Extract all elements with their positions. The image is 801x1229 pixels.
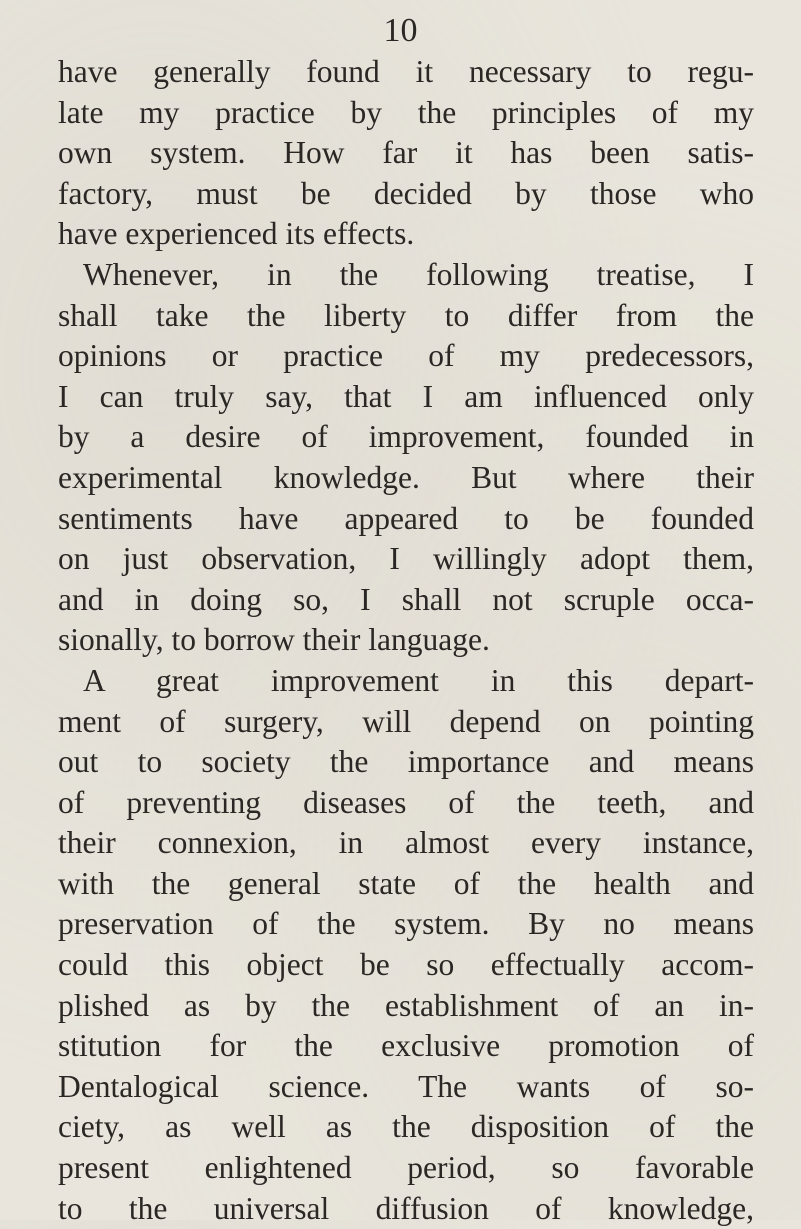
text-line: own system. How far it has been satis- — [58, 135, 754, 171]
text-line: I can truly say, that I am influenced only — [58, 378, 754, 414]
text-line: out to society the importance and means — [58, 744, 754, 780]
body-text — [58, 52, 754, 1229]
paragraph-start-line: Whenever, in the following treatise, I — [83, 256, 754, 292]
text-line: factory, must be decided by those who — [58, 175, 754, 211]
text-line: sionally, to borrow their language. — [58, 622, 490, 658]
text-line: ciety, as well as the disposition of the — [58, 1109, 754, 1145]
text-line: with the general state of the health and — [58, 865, 754, 901]
text-line: present enlightened period, so favorable — [58, 1150, 754, 1186]
text-line: on just observation, I willingly adopt them, — [58, 541, 754, 577]
text-line: could this object be so effectually accom- — [58, 947, 754, 983]
text-line: sentiments have appeared to be founded — [58, 500, 754, 536]
text-line: their connexion, in almost every instance, — [58, 825, 754, 861]
text-line: to the universal diffusion of knowledge, — [58, 1190, 754, 1226]
text-line: of preventing diseases of the teeth, and — [58, 784, 754, 820]
text-line: stitution for the exclusive promotion of — [58, 1028, 754, 1064]
page-number: 10 — [383, 12, 418, 49]
text-line: shall take the liberty to differ from the — [58, 297, 754, 333]
text-line: preservation of the system. By no means — [58, 906, 754, 942]
text-line: late my practice by the principles of my — [58, 94, 754, 130]
text-line: Dentalogical science. The wants of so- — [58, 1068, 754, 1104]
text-line: experimental knowledge. But where their — [58, 459, 754, 495]
text-line: have generally found it necessary to regu- — [58, 54, 754, 89]
text-line: opinions or practice of my predecessors, — [58, 338, 754, 374]
text-line: plished as by the establishment of an in- — [58, 987, 754, 1023]
text-line: by a desire of improvement, founded in — [58, 419, 754, 455]
text-line: ment of surgery, will depend on pointing — [58, 703, 754, 739]
paragraph-start-line: A great improvement in this depart- — [83, 662, 754, 698]
text-line: and in doing so, I shall not scruple occa- — [58, 581, 754, 617]
text-line: have experienced its effects. — [58, 216, 415, 252]
